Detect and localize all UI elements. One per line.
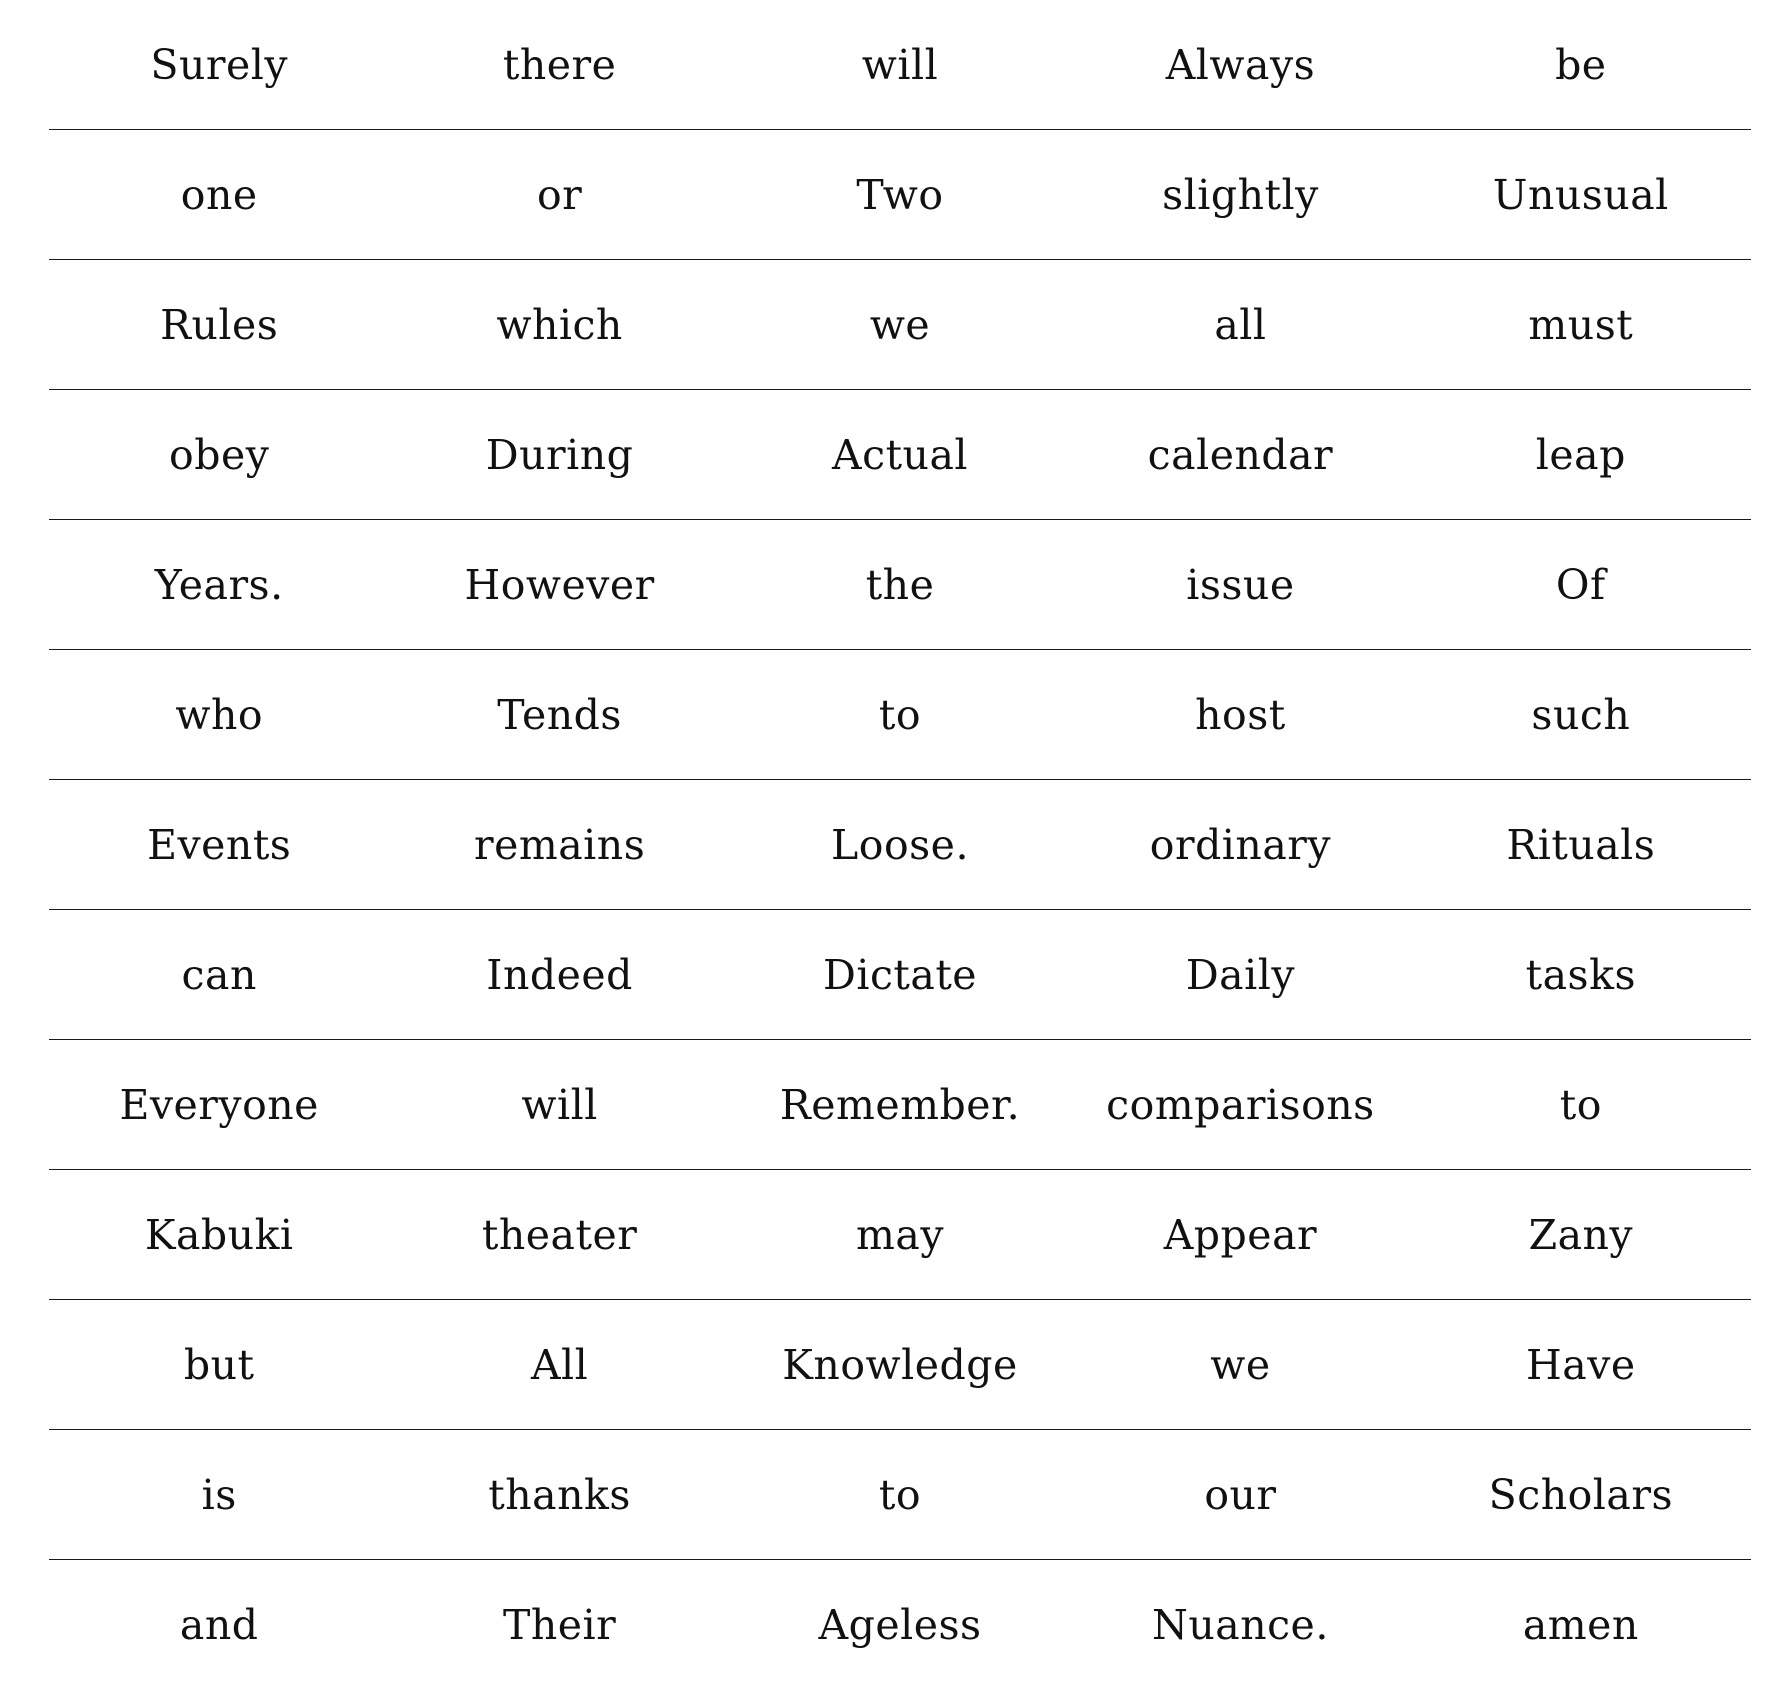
grid-cell: Rules (160, 300, 279, 349)
grid-cell: Tends (497, 690, 622, 739)
grid-cell: will (861, 40, 939, 89)
grid-row (49, 130, 1751, 260)
grid-cell: we (1210, 1340, 1271, 1389)
grid-cell: Have (1526, 1340, 1636, 1389)
grid-cell: Years. (154, 560, 284, 609)
grid-cell: remains (473, 820, 646, 869)
grid-cell: Kabuki (144, 1210, 294, 1259)
grid-cell: Knowledge (782, 1340, 1018, 1389)
grid-row (49, 910, 1751, 1040)
grid-cell: leap (1535, 430, 1626, 479)
grid-cell: Events (147, 820, 292, 869)
grid-cell: theater (481, 1210, 638, 1259)
grid-row (49, 520, 1751, 650)
grid-row (49, 650, 1751, 780)
grid-cell: is (201, 1470, 237, 1519)
grid-cell: Everyone (119, 1080, 319, 1129)
grid-row (49, 1040, 1751, 1170)
grid-cell: such (1531, 690, 1631, 739)
grid-cell: to (1559, 1080, 1602, 1129)
grid-cell: amen (1522, 1601, 1639, 1649)
grid-cell: there (502, 40, 617, 89)
grid-cell: or (536, 170, 583, 219)
grid-row (49, 1170, 1751, 1300)
grid-row (49, 1300, 1751, 1430)
grid-cell: Two (856, 170, 944, 219)
grid-row (49, 1430, 1751, 1560)
grid-cell: Scholars (1488, 1470, 1673, 1519)
grid-cell: tasks (1525, 950, 1636, 999)
grid-cell: issue (1186, 560, 1295, 609)
grid-cell: Indeed (486, 950, 633, 999)
grid-cell: Loose. (831, 820, 969, 869)
grid-cell: slightly (1162, 170, 1319, 219)
grid-cell: be (1555, 40, 1607, 89)
grid-row (49, 1560, 1751, 1690)
grid-cell: Their (502, 1601, 617, 1649)
grid-row (49, 390, 1751, 520)
grid-cell: and (179, 1601, 259, 1649)
grid-cell: must (1528, 300, 1634, 349)
grid-cell: However (464, 560, 655, 609)
grid-cell: Zany (1528, 1210, 1634, 1259)
grid-cell: we (869, 300, 931, 349)
grid-cell: to (878, 690, 922, 739)
word-grid (49, 0, 1751, 1690)
grid-cell: one (180, 170, 258, 219)
grid-cell: which (496, 300, 623, 349)
grid-cell: ordinary (1149, 820, 1332, 869)
grid-cell: Daily (1185, 950, 1296, 999)
grid-cell: can (181, 950, 257, 999)
grid-cell: who (175, 690, 264, 739)
grid-cell: Appear (1163, 1210, 1318, 1259)
grid-row (49, 0, 1751, 130)
grid-cell: our (1204, 1470, 1277, 1519)
grid-cell: host (1195, 690, 1286, 739)
grid-cell: Dictate (822, 950, 978, 999)
grid-row (49, 260, 1751, 390)
grid-row (49, 780, 1751, 910)
grid-cell: the (865, 560, 935, 609)
grid-cell: Always (1165, 40, 1316, 89)
grid-cell: thanks (488, 1470, 631, 1519)
grid-cell: but (183, 1340, 255, 1389)
grid-cell: to (878, 1470, 922, 1519)
grid-cell: obey (169, 430, 270, 479)
grid-cell: Remember. (779, 1080, 1021, 1129)
grid-cell: Ageless (818, 1601, 982, 1649)
grid-cell: Surely (150, 40, 289, 89)
grid-cell: Of (1555, 560, 1606, 609)
grid-cell: Rituals (1506, 820, 1656, 869)
grid-cell: comparisons (1106, 1080, 1375, 1129)
grid-cell: All (530, 1340, 589, 1389)
grid-cell: may (856, 1210, 944, 1259)
grid-cell: will (521, 1080, 598, 1129)
grid-cell: Unusual (1492, 170, 1669, 219)
grid-cell: all (1214, 300, 1267, 349)
grid-cell: During (485, 430, 634, 479)
grid-cell: Nuance. (1151, 1601, 1329, 1649)
grid-cell: calendar (1147, 430, 1334, 479)
grid-cell: Actual (832, 430, 969, 479)
